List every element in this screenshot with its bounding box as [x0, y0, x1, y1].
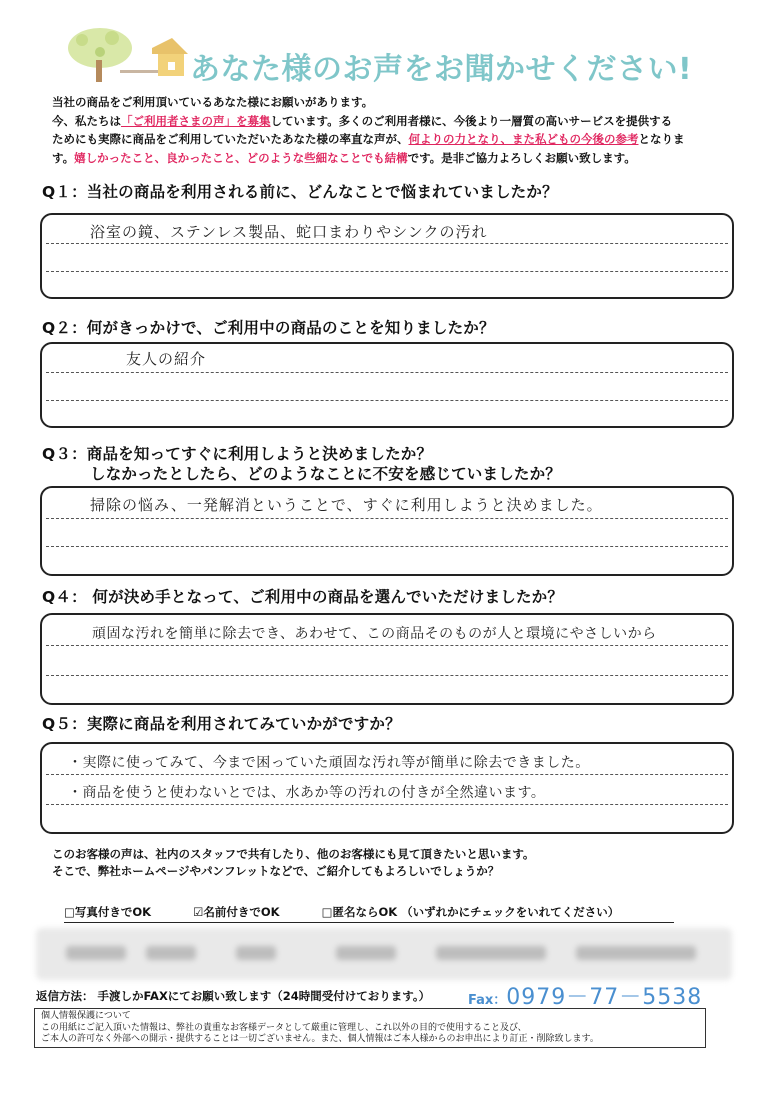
answer-box-1[interactable]: [40, 213, 734, 299]
redacted-personal-info: [36, 928, 732, 980]
answer-5-line-1: ・実際に使ってみて、今まで困っていた頑固な汚れ等が簡単に除去できました。: [68, 755, 590, 771]
option-anonymous-ok[interactable]: □匿名ならOK （いずれかにチェックをいれてください）: [321, 905, 620, 919]
question-4-label: Q４： 何が決め手となって、ご利用中の商品を選んでいただけましたか？: [42, 588, 564, 606]
intro-line-1: 当社の商品をご利用頂いているあなた様にお願いがあります。: [52, 95, 374, 109]
fax-number: Fax：0979－77－5538: [468, 985, 703, 1010]
question-2-label: Q２：何がきっかけで、ご利用中の商品のことを知りましたか？: [42, 319, 495, 337]
option-photo-ok[interactable]: □写真付きでOK: [64, 905, 152, 919]
privacy-line-2: ご本人の許可なく外部への開示・提供することは一切ございません。また、個人情報はご本人様からのお申出により訂正・削除致します。: [41, 1034, 599, 1044]
answer-box-2[interactable]: [40, 342, 734, 428]
answer-4-text: 頑固な汚れを簡単に除去でき、あわせて、この商品そのものが人と環境にやさしいから: [92, 626, 657, 642]
consent-text: [52, 846, 534, 880]
intro-line-2: 今、私たちは「ご利用者さまの声」を募集しています。多くのご利用者様に、今後より一層質の高いサービスを提供する: [52, 113, 673, 128]
option-name-ok[interactable]: ☑名前付きでOK: [193, 905, 280, 919]
answer-box-5[interactable]: [40, 742, 734, 834]
privacy-title: 個人情報保護について: [41, 1011, 131, 1021]
question-5-label: Q５：実際に商品を利用されてみていかがですか？: [42, 715, 401, 733]
answer-2-text: 友人の紹介: [126, 350, 207, 368]
question-3-label-2: しなかったとしたら、どのようなことに不安を感じていましたか？: [90, 465, 562, 483]
consent-options: [64, 904, 674, 923]
answer-5-line-2: ・商品を使うと使わないとでは、水あか等の汚れの付きが全然違います。: [68, 785, 546, 801]
tree-house-logo-icon: [60, 26, 190, 86]
question-3-label: Q３：商品を知ってすぐに利用しようと決めましたか？: [42, 445, 433, 463]
consent-line-2: そこで、弊社ホームページやパンフレットなどで、ご紹介してもよろしいでしょうか？: [52, 864, 500, 878]
answer-box-3[interactable]: [40, 486, 734, 576]
intro-line-4: す。嬉しかったこと、良かったこと、どのような些細なことでも結構です。是非ご協力よろしくお願い致します。: [52, 150, 636, 165]
intro-text: [52, 93, 752, 167]
answer-1-text: 浴室の鏡、ステンレス製品、蛇口まわりやシンクの汚れ: [90, 223, 488, 241]
question-1-label: Q１：当社の商品を利用される前に、どんなことで悩まれていましたか？: [42, 183, 558, 201]
consent-line-1: このお客様の声は、社内のスタッフで共有したり、他のお客様にも見て頂きたいと思います。: [52, 847, 535, 861]
privacy-line-1: この用紙にご記入頂いた情報は、弊社の貴重なお客様データとして厳重に管理し、これ以外の目的で使用すること及び、: [41, 1022, 527, 1033]
intro-line-3: ためにも実際に商品をご利用していただいたあなた様の率直な声が、何よりの力となり、また私どもの今後の参考となりま: [52, 132, 685, 146]
page-title: あなた様のお声をお聞かせください!: [190, 52, 693, 87]
return-method: 返信方法： 手渡しかFAXにてお願い致します（24時間受付けております。）: [36, 989, 431, 1003]
answer-3-text: 掃除の悩み、一発解消ということで、すぐに利用しようと決めました。: [90, 496, 603, 514]
privacy-notice: [34, 1008, 706, 1048]
answer-box-4[interactable]: [40, 613, 734, 705]
